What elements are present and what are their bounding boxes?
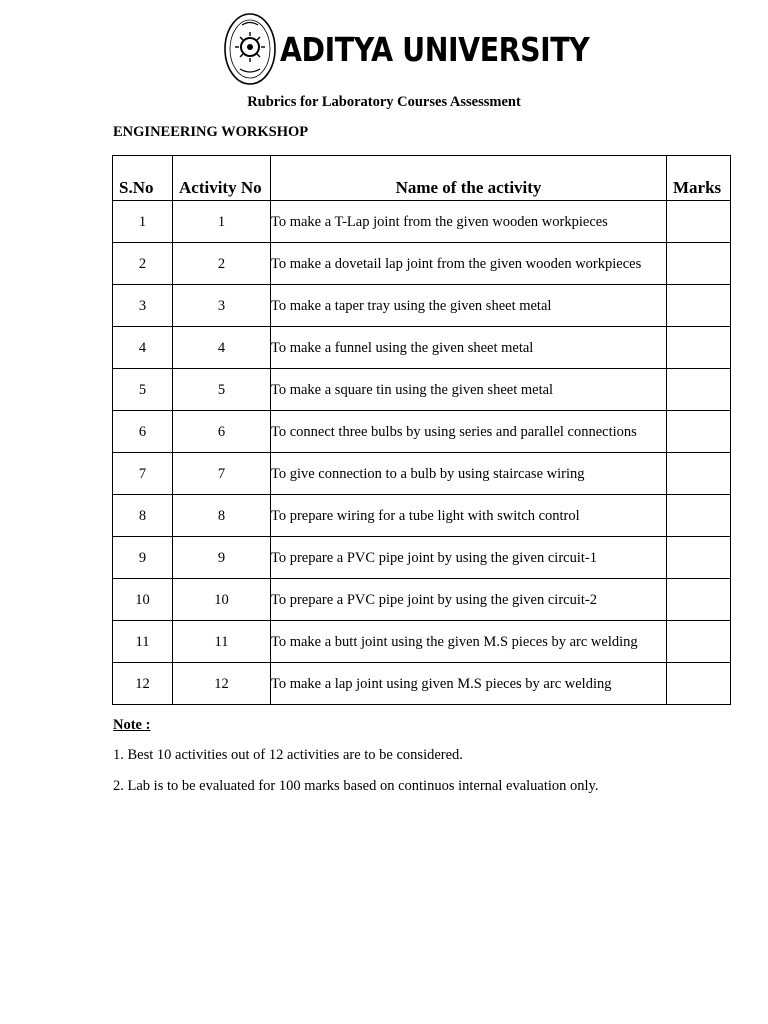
table-row	[113, 663, 731, 705]
table-row	[113, 453, 731, 495]
header-activity-no: Activity No	[173, 156, 271, 201]
cell-marks	[667, 453, 731, 495]
cell-activity-no: 7	[173, 453, 271, 495]
table-row	[113, 411, 731, 453]
cell-sno: 8	[113, 495, 173, 537]
cell-sno: 3	[113, 285, 173, 327]
table-row	[113, 243, 731, 285]
cell-marks	[667, 537, 731, 579]
cell-sno: 2	[113, 243, 173, 285]
cell-activity-name: To make a funnel using the given sheet metal	[271, 327, 667, 369]
cell-activity-name: To prepare a PVC pipe joint by using the given circuit-1	[271, 537, 667, 579]
cell-activity-name: To make a butt joint using the given M.S pieces by arc welding	[271, 621, 667, 663]
course-title: ENGINEERING WORKSHOP	[113, 124, 309, 140]
cell-activity-name: To make a T-Lap joint from the given wooden workpieces	[271, 201, 667, 243]
cell-activity-no: 1	[173, 201, 271, 243]
cell-activity-no: 12	[173, 663, 271, 705]
cell-activity-no: 4	[173, 327, 271, 369]
table-row	[113, 495, 731, 537]
cell-activity-name: To make a taper tray using the given sheet metal	[271, 285, 667, 327]
cell-activity-no: 9	[173, 537, 271, 579]
document-subtitle: Rubrics for Laboratory Courses Assessment	[247, 94, 521, 110]
table-row	[113, 621, 731, 663]
table-body	[113, 201, 731, 705]
cell-sno: 5	[113, 369, 173, 411]
cell-activity-name: To connect three bulbs by using series and parallel connections	[271, 411, 667, 453]
cell-activity-name: To prepare wiring for a tube light with switch control	[271, 495, 667, 537]
table-row	[113, 327, 731, 369]
cell-activity-name: To make a square tin using the given sheet metal	[271, 369, 667, 411]
cell-marks	[667, 201, 731, 243]
cell-sno: 10	[113, 579, 173, 621]
table-row	[113, 285, 731, 327]
cell-sno: 7	[113, 453, 173, 495]
university-name: ADITYA UNIVERSITY	[280, 29, 590, 69]
cell-activity-name: To prepare a PVC pipe joint by using the given circuit-2	[271, 579, 667, 621]
cell-activity-name: To give connection to a bulb by using staircase wiring	[271, 453, 667, 495]
cell-sno: 4	[113, 327, 173, 369]
university-logo	[222, 10, 590, 88]
cell-marks	[667, 285, 731, 327]
cell-activity-no: 11	[173, 621, 271, 663]
cell-activity-no: 6	[173, 411, 271, 453]
table-row	[113, 369, 731, 411]
cell-activity-no: 10	[173, 579, 271, 621]
header-marks: Marks	[667, 156, 731, 201]
cell-marks	[667, 411, 731, 453]
table-row	[113, 201, 731, 243]
cell-marks	[667, 243, 731, 285]
cell-sno: 6	[113, 411, 173, 453]
cell-activity-name: To make a dovetail lap joint from the given wooden workpieces	[271, 243, 667, 285]
cell-activity-no: 5	[173, 369, 271, 411]
cell-marks	[667, 663, 731, 705]
cell-sno: 12	[113, 663, 173, 705]
note-item-2: 2. Lab is to be evaluated for 100 marks based on continuos internal evaluation only.	[113, 778, 599, 794]
header-sno: S.No	[113, 156, 173, 201]
note-title: Note :	[113, 717, 151, 733]
rubric-table	[112, 155, 731, 705]
cell-activity-no: 8	[173, 495, 271, 537]
cell-activity-no: 3	[173, 285, 271, 327]
cell-marks	[667, 495, 731, 537]
table-row	[113, 537, 731, 579]
table-row	[113, 579, 731, 621]
cell-sno: 1	[113, 201, 173, 243]
cell-activity-no: 2	[173, 243, 271, 285]
note-item-1: 1. Best 10 activities out of 12 activities are to be considered.	[113, 747, 463, 763]
cell-marks	[667, 369, 731, 411]
table-header-row	[113, 156, 731, 201]
cell-marks	[667, 621, 731, 663]
header-activity-name: Name of the activity	[271, 156, 667, 201]
cell-sno: 11	[113, 621, 173, 663]
cell-activity-name: To make a lap joint using given M.S pieces by arc welding	[271, 663, 667, 705]
cell-marks	[667, 579, 731, 621]
university-emblem-icon	[222, 11, 278, 87]
cell-marks	[667, 327, 731, 369]
cell-sno: 9	[113, 537, 173, 579]
